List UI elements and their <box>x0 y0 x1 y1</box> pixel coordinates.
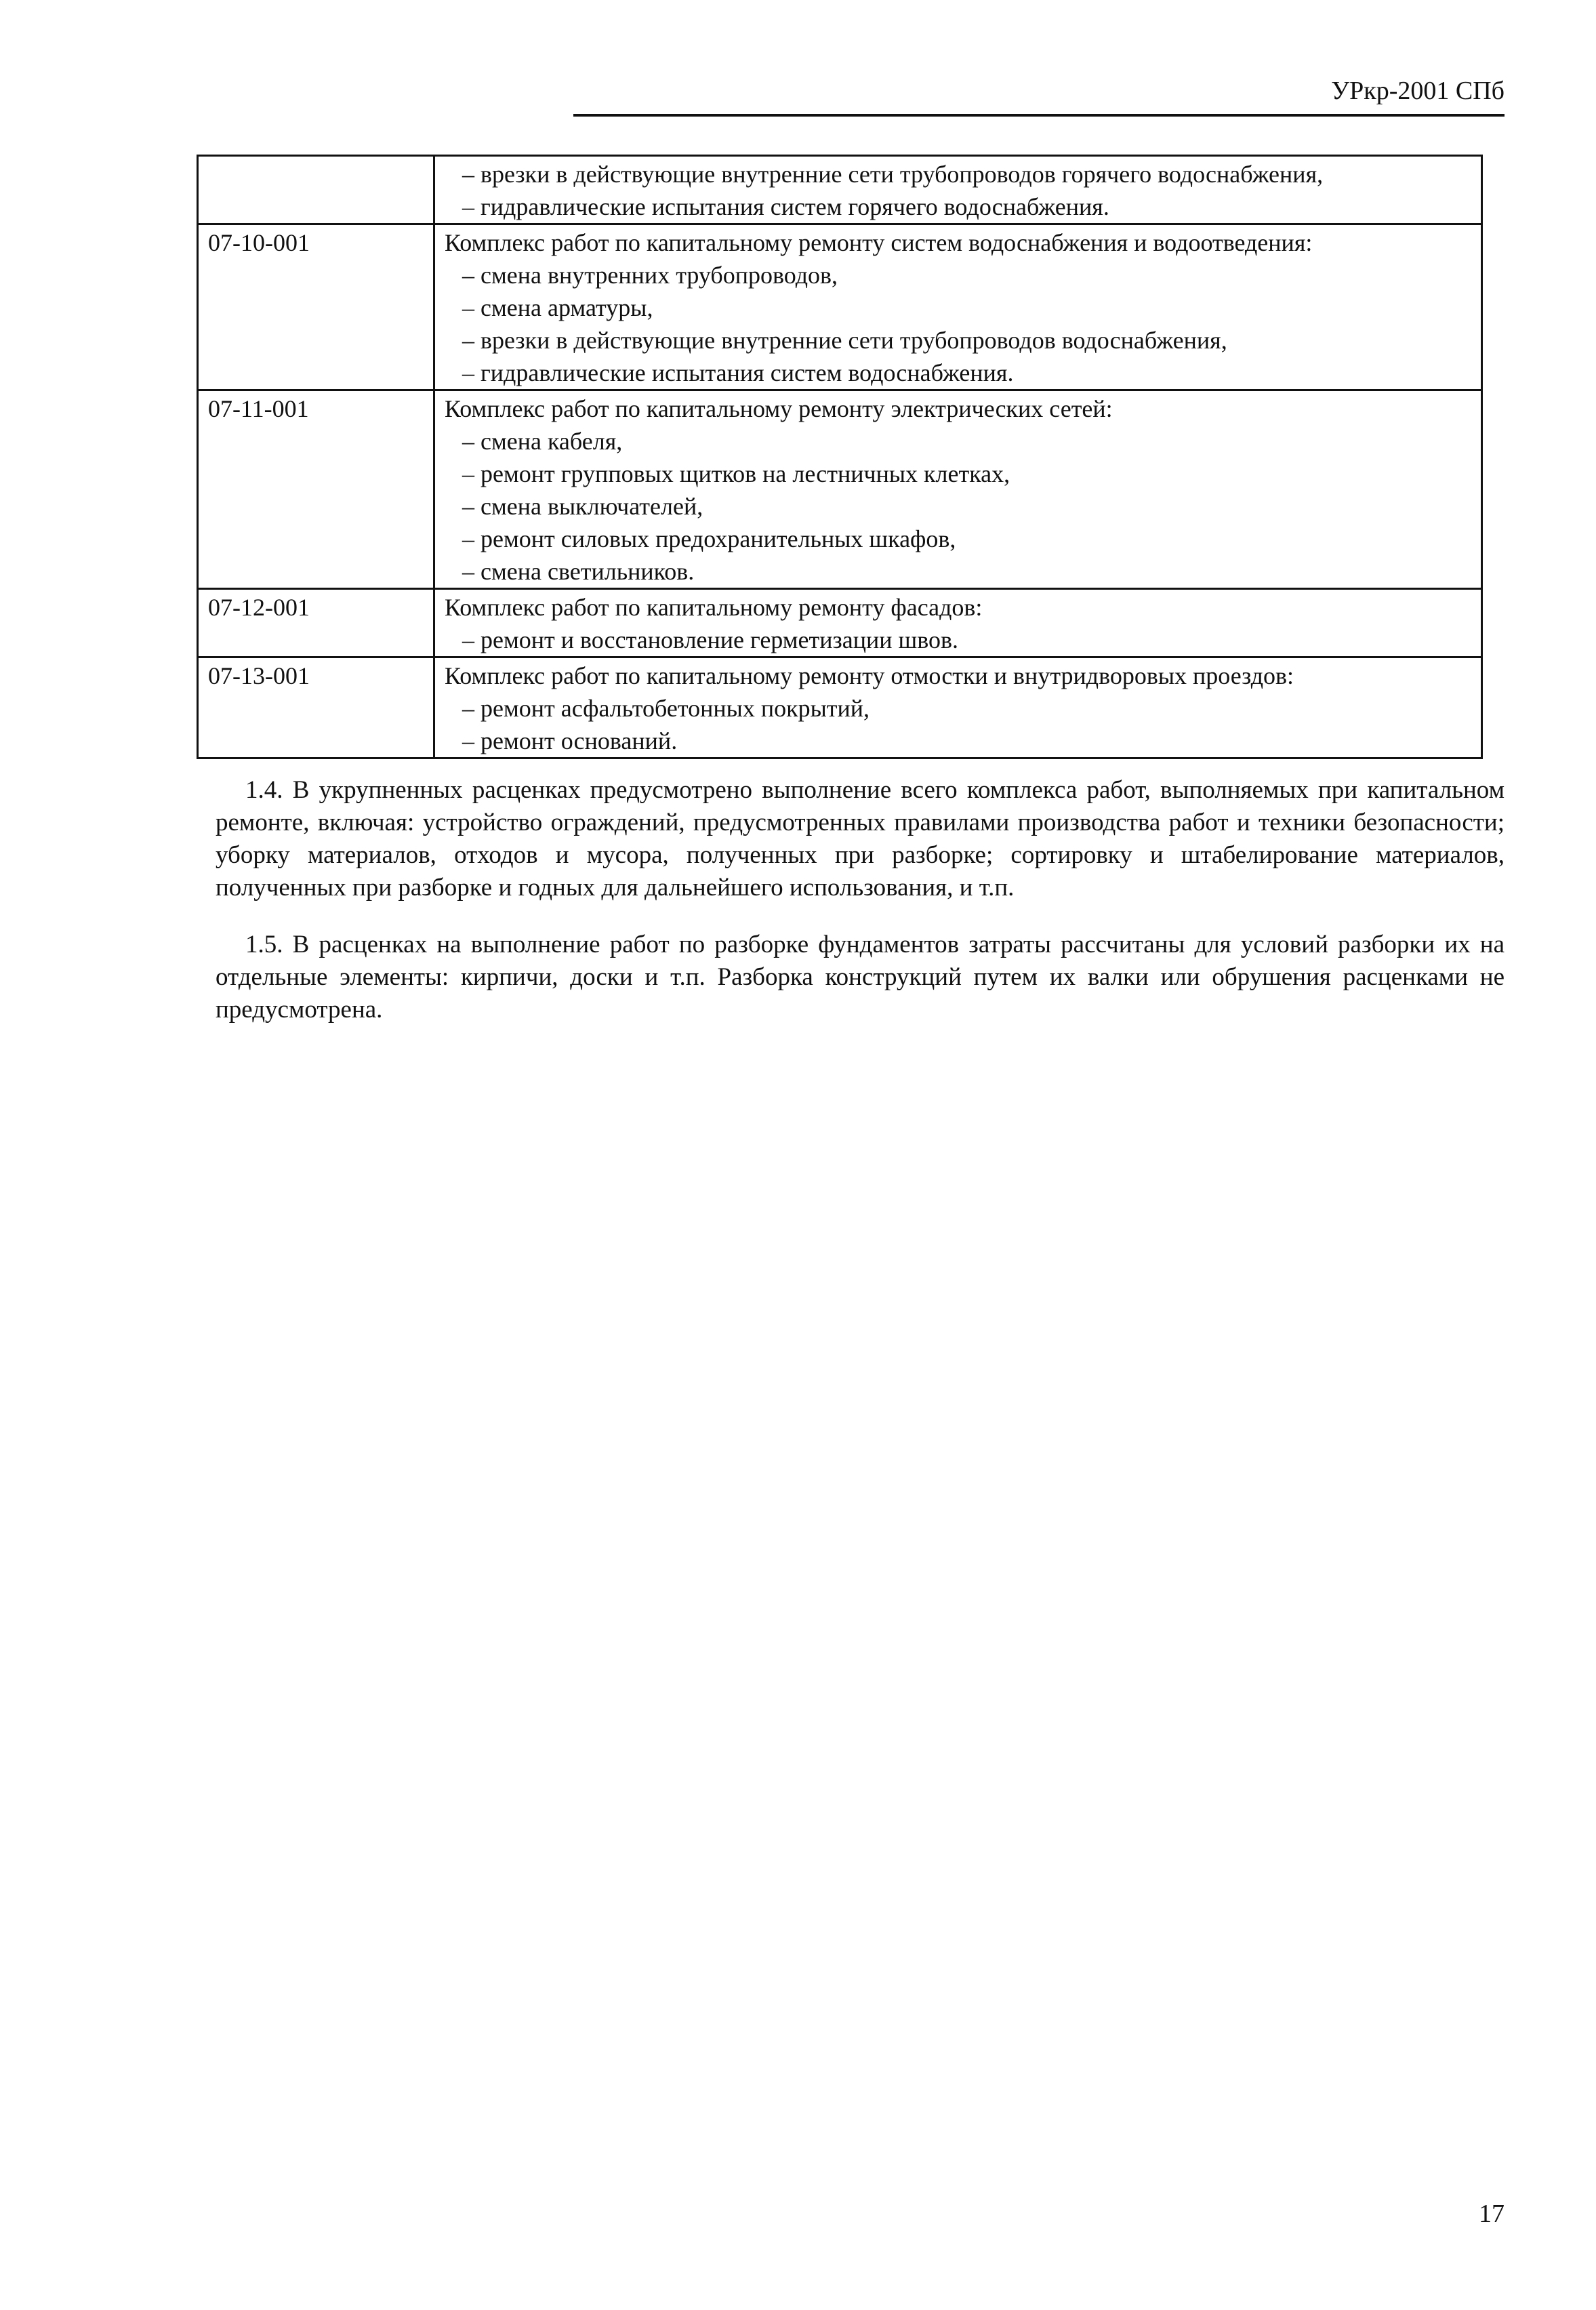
table-row <box>198 224 1482 390</box>
row-description <box>434 589 1482 657</box>
paragraph-1-5: 1.5. В расценках на выполнение работ по разборке фундаментов затраты рассчитаны для условий разборки их на отдельные элементы: кирпичи, доски и т.п. Разборка конструкций путем их валки или обрушения расценками не предусмотрена. <box>216 931 1505 1024</box>
works-table <box>197 155 1483 759</box>
table-row <box>198 390 1482 589</box>
row-code: 07-12-001 <box>198 589 434 657</box>
row-description <box>434 224 1482 390</box>
work-list <box>445 425 1471 588</box>
work-list <box>445 692 1471 757</box>
row-description <box>434 390 1482 589</box>
row-description <box>434 156 1482 224</box>
list-item: – гидравлические испытания систем горячего водоснабжения. <box>462 190 1471 223</box>
list-item: – смена кабеля, <box>462 425 1471 458</box>
list-item: – врезки в действующие внутренние сети трубопроводов водоснабжения, <box>462 324 1471 357</box>
row-title: Комплекс работ по капитальному ремонту электрических сетей: <box>445 395 1113 422</box>
work-list <box>445 158 1471 223</box>
document-code: УРкр-2001 СПб <box>1331 77 1505 105</box>
list-item: – ремонт асфальтобетонных покрытий, <box>462 692 1471 725</box>
row-title: Комплекс работ по капитальному ремонту отмостки и внутридворовых проездов: <box>445 662 1294 689</box>
page-number: 17 <box>1479 2200 1505 2228</box>
table-row <box>198 589 1482 657</box>
list-item: – гидравлические испытания систем водоснабжения. <box>462 357 1471 389</box>
list-item: – смена арматуры, <box>462 291 1471 324</box>
list-item: – смена светильников. <box>462 555 1471 588</box>
paragraph-1-4: 1.4. В укрупненных расценках предусмотрено выполнение всего комплекса работ, выполняемых при капитальном ремонте, включая: устройство ограждений, предусмотренных правилами производства работ и техники безопасности; уборку материалов, отходов и мусора, полученных при разборке; сортировку и штабелирование материалов, полученных при разборке и годных для дальнейшего использования, и т.п. <box>216 776 1505 901</box>
work-list <box>445 259 1471 389</box>
list-item: – смена внутренних трубопроводов, <box>462 259 1471 291</box>
list-item: – ремонт и восстановление герметизации швов. <box>462 624 1471 656</box>
row-description <box>434 657 1482 758</box>
list-item: – смена выключателей, <box>462 490 1471 523</box>
list-item: – ремонт оснований. <box>462 725 1471 757</box>
list-item: – врезки в действующие внутренние сети трубопроводов горячего водоснабжения, <box>462 158 1471 190</box>
row-code: 07-13-001 <box>198 657 434 758</box>
row-title: Комплекс работ по капитальному ремонту систем водоснабжения и водоотведения: <box>445 229 1313 256</box>
list-item: – ремонт силовых предохранительных шкафов, <box>462 523 1471 555</box>
row-title: Комплекс работ по капитальному ремонту фасадов: <box>445 594 983 621</box>
row-code: 07-10-001 <box>198 224 434 390</box>
table-row <box>198 156 1482 224</box>
row-code <box>198 156 434 224</box>
row-code: 07-11-001 <box>198 390 434 589</box>
table-row <box>198 657 1482 758</box>
header-rule <box>573 114 1505 117</box>
work-list <box>445 624 1471 656</box>
list-item: – ремонт групповых щитков на лестничных клетках, <box>462 458 1471 490</box>
